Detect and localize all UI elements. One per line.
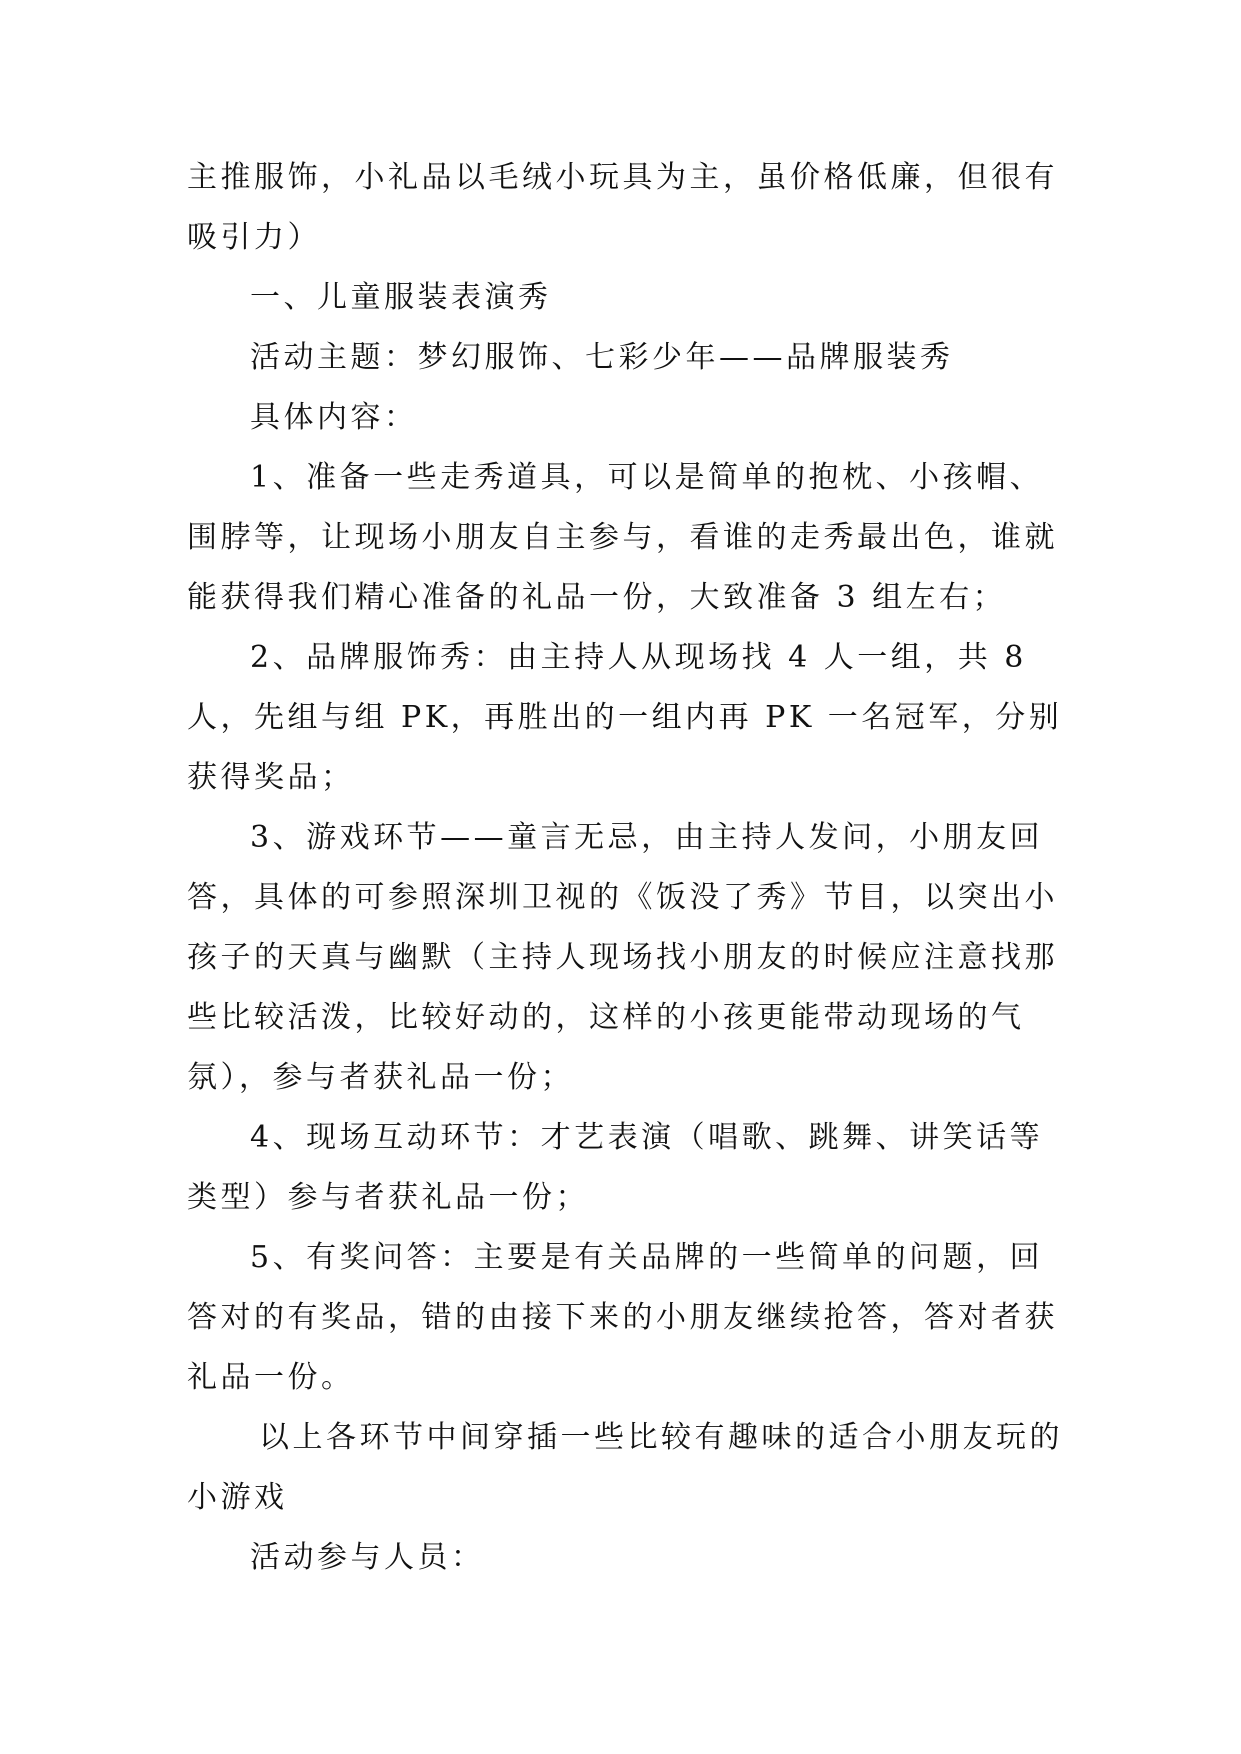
list-item-4: 4、现场互动环节：才艺表演（唱歌、跳舞、讲笑话等类型）参与者获礼品一份； (187, 1120, 1044, 1215)
paragraph-continuation: 主推服饰，小礼品以毛绒小玩具为主，虽价格低廉，但很有吸引力） (187, 160, 1058, 255)
list-item-5: 5、有奖问答：主要是有关品牌的一些简单的问题，回答对的有奖品，错的由接下来的小朋友继续抢答，答对者获礼品一份。 (187, 1240, 1058, 1395)
list-item-1: 1、准备一些走秀道具，可以是简单的抱枕、小孩帽、围脖等，让现场小朋友自主参与，看谁的走秀最出色，谁就能获得我们精心准备的礼品一份，大致准备 3 组左右； (187, 460, 1058, 615)
closing-note: 以上各环节中间穿插一些比较有趣味的适合小朋友玩的小游戏 (187, 1420, 1063, 1515)
document-body (187, 148, 1067, 1588)
participants-heading: 活动参与人员： (250, 1540, 485, 1575)
activity-theme: 活动主题：梦幻服饰、七彩少年——品牌服装秀 (250, 340, 954, 375)
list-item-2: 2、品牌服饰秀：由主持人从现场找 4 人一组，共 8 人，先组与组 PK，再胜出的一组内再 PK 一名冠军，分别获得奖品； (187, 640, 1063, 795)
section-heading: 一、儿童服装表演秀 (250, 280, 552, 315)
list-item-3: 3、游戏环节——童言无忌，由主持人发问，小朋友回答，具体的可参照深圳卫视的《饭没了秀》节目，以突出小孩子的天真与幽默（主持人现场找小朋友的时候应注意找那些比较活泼，比较好动的，这样的小孩更能带动现场的气氛），参与者获礼品一份； (187, 820, 1058, 1095)
content-heading: 具体内容： (250, 400, 418, 435)
